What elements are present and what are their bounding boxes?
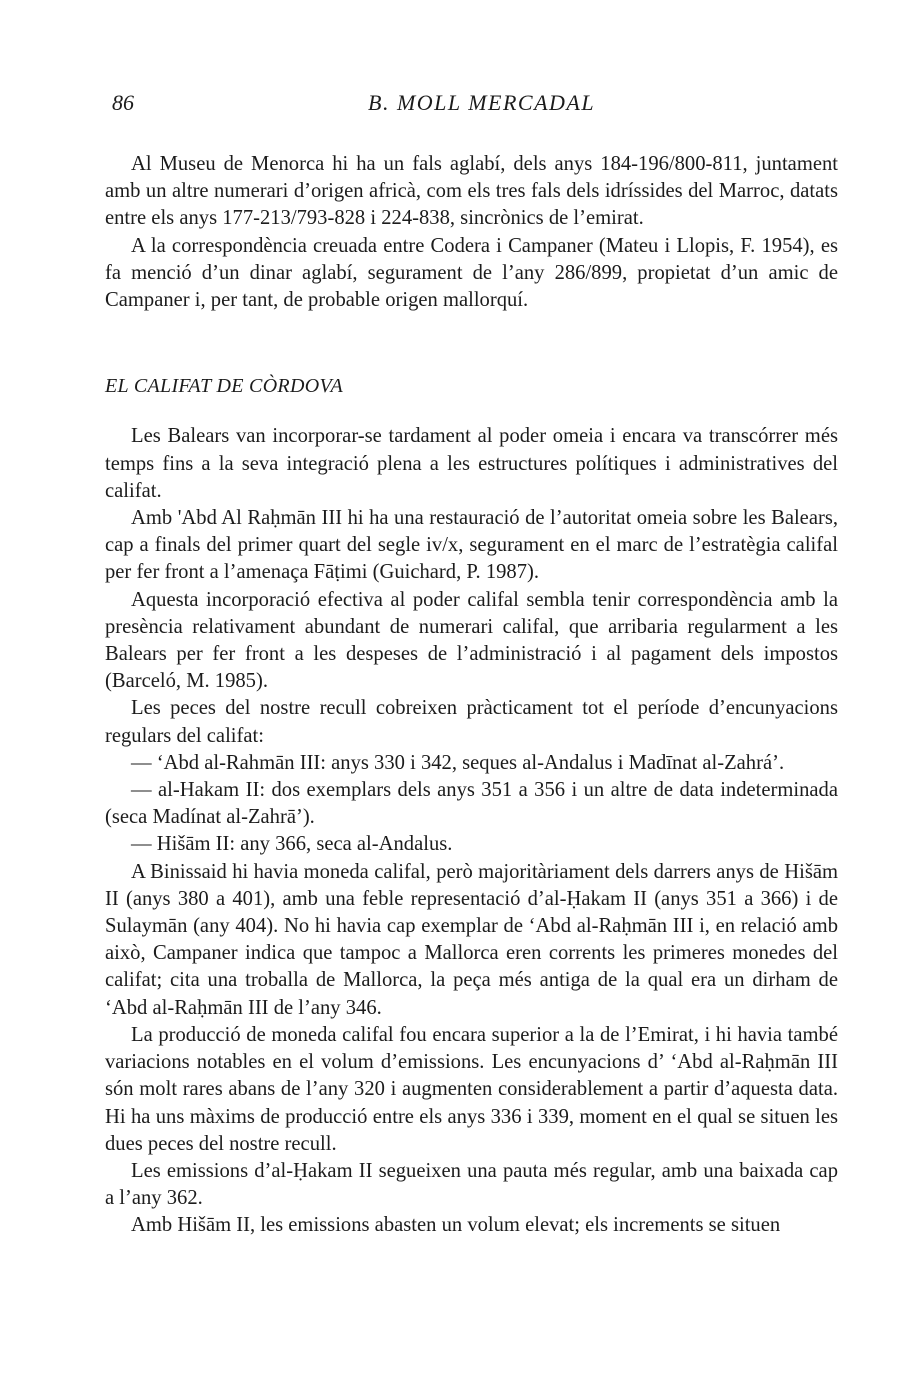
paragraph: Amb Hišām II, les emissions abasten un volum elevat; els increments se situen — [131, 1214, 781, 1237]
list-item: — al-Hakam II: dos exemplars dels anys 351 a 356 i un altre de data indeterminada (seca Madínat al-Zahrā’). — [105, 779, 838, 829]
section-heading: EL CALIFAT DE CÒRDOVA — [105, 375, 343, 398]
paragraph: Les peces del nostre recull cobreixen pràcticament tot el període d’encunyacions regulars del califat: — [105, 697, 838, 747]
paragraph: La producció de moneda califal fou encara superior a la de l’Emirat, i hi havia també variacions notables en el volum d’emissions. Les encunyacions d’ ‘Abd al-Raḥmān III són molt rares abans de l’any 320 i augmenten considerablement a partir d’aquesta data. Hi ha uns màxims de producció entre els anys 336 i 339, moment en el qual se situen les dues peces del nostre recull. — [105, 1023, 838, 1155]
paragraph: A Binissaid hi havia moneda califal, però majoritàriament dels darrers anys de Hišām II (anys 380 a 401), amb una feble representació d’al-Ḥakam II (anys 351 a 366) i de Sulaymān (any 404). No hi havia cap exemplar de ‘Abd al-Raḥmān III i, en relació amb això, Campaner indica que tampoc a Mallorca eren corrents les primeres monedes del califat; cita una troballa de Mallorca, la peça més antiga de la qual era un dirham de ‘Abd al-Raḥmān III de l’any 346. — [105, 860, 838, 1019]
paragraph: A la correspondència creuada entre Codera i Campaner (Mateu i Llopis, F. 1954), es fa menció d’un dinar aglabí, segurament de l’any 286/899, propietat d’un amic de Campaner i, per tant, de probable origen mallorquí. — [105, 234, 838, 312]
body-text — [105, 151, 838, 1240]
paragraph: Amb 'Abd Al Raḥmān III hi ha una restauració de l’autoritat omeia sobre les Balears, cap a finals del primer quart del segle iv/x, segurament en el marc de l’estratègia califal per fer front a l’amenaça Fāṭimi (Guichard, P. 1987). — [105, 507, 838, 584]
paragraph: Al Museu de Menorca hi ha un fals aglabí, dels anys 184-196/800-811, juntament amb un altre numerari d’origen africà, com els tres fals dels idríssides del Marroc, datats entre els anys 177-213/793-828 i 224-838, sincrònics de l’emirat. — [105, 153, 838, 230]
paragraph: Les Balears van incorporar-se tardament al poder omeia i encara va transcórrer més temps fins a la seva integració plena a les estructures polítiques i administratives del califat. — [105, 425, 838, 502]
running-head: B. MOLL MERCADAL — [368, 90, 596, 115]
list-item: — ‘Abd al-Rahmān III: anys 330 i 342, seques al-Andalus i Madīnat al-Zahrá’. — [131, 751, 785, 774]
page-number: 86 — [112, 90, 134, 115]
paragraph: Les emissions d’al-Ḥakam II segueixen una pauta més regular, amb una baixada cap a l’any 362. — [105, 1159, 838, 1210]
list-item: — Hišām II: any 366, seca al-Andalus. — [131, 833, 453, 856]
page-header — [112, 90, 842, 120]
paragraph: Aquesta incorporació efectiva al poder califal sembla tenir correspondència amb la presència relativament abundant de numerari califal, que arribaria regularment a les Balears per fer front a les despeses de l’administració i al pagament dels impostos (Barceló, M. 1985). — [105, 588, 838, 693]
